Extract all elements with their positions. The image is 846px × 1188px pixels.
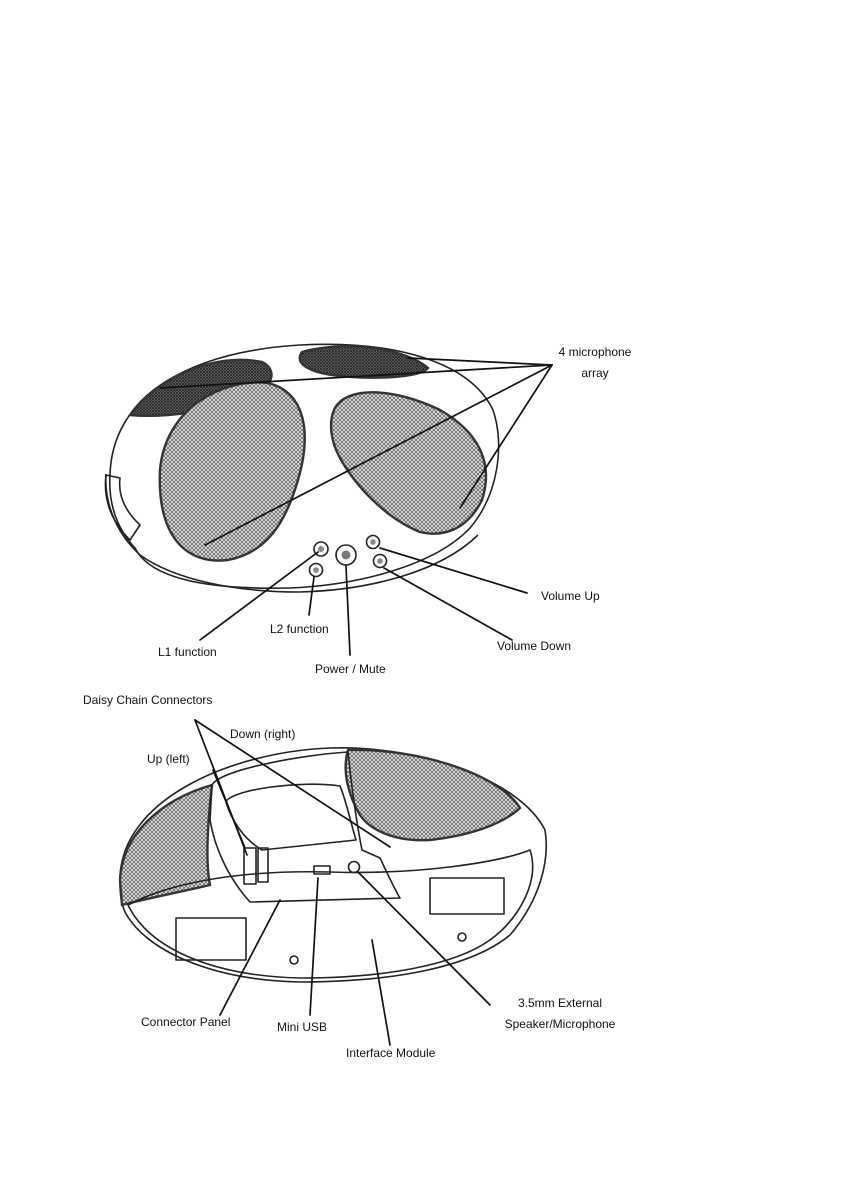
speakerphone-top-view	[105, 344, 498, 592]
external-speaker-mic-label	[490, 993, 630, 1035]
mini-usb-port[interactable]	[314, 866, 330, 874]
foot-pad-left	[176, 918, 246, 960]
mic-array-label	[540, 342, 650, 384]
right-grille-band	[346, 750, 520, 840]
volume-down-label: Volume Down	[497, 639, 572, 653]
audio-jack-3-5mm[interactable]	[349, 862, 360, 873]
speakerphone-bottom-view	[120, 748, 546, 982]
external-speaker-mic-label-line1: 3.5mm External	[517, 996, 603, 1010]
mic-array-label-line2: array	[581, 366, 609, 380]
l1-function-label: L1 function	[158, 645, 217, 659]
daisy-chain-connectors-label: Daisy Chain Connectors	[83, 693, 213, 707]
left-grille-band	[120, 785, 212, 905]
mic-array-label-line1: 4 microphone	[558, 345, 632, 359]
daisy-chain-connector-down-right[interactable]	[258, 848, 268, 882]
foot-pad-right	[430, 878, 504, 914]
connector-panel-label: Connector Panel	[141, 1015, 231, 1029]
volume-up-label: Volume Up	[541, 589, 600, 603]
l2-function-label: L2 function	[270, 622, 329, 636]
external-speaker-mic-label-line2: Speaker/Microphone	[504, 1017, 616, 1031]
connector-panel-frame	[226, 784, 356, 850]
interface-module-label: Interface Module	[346, 1046, 436, 1060]
down-right-label: Down (right)	[230, 727, 296, 741]
screw-hole-right	[458, 933, 466, 941]
power-mute-label: Power / Mute	[315, 662, 386, 676]
mic-grille-lower-right	[331, 392, 486, 533]
up-left-label: Up (left)	[147, 752, 190, 766]
mini-usb-label: Mini USB	[277, 1020, 328, 1034]
screw-hole-left	[290, 956, 298, 964]
